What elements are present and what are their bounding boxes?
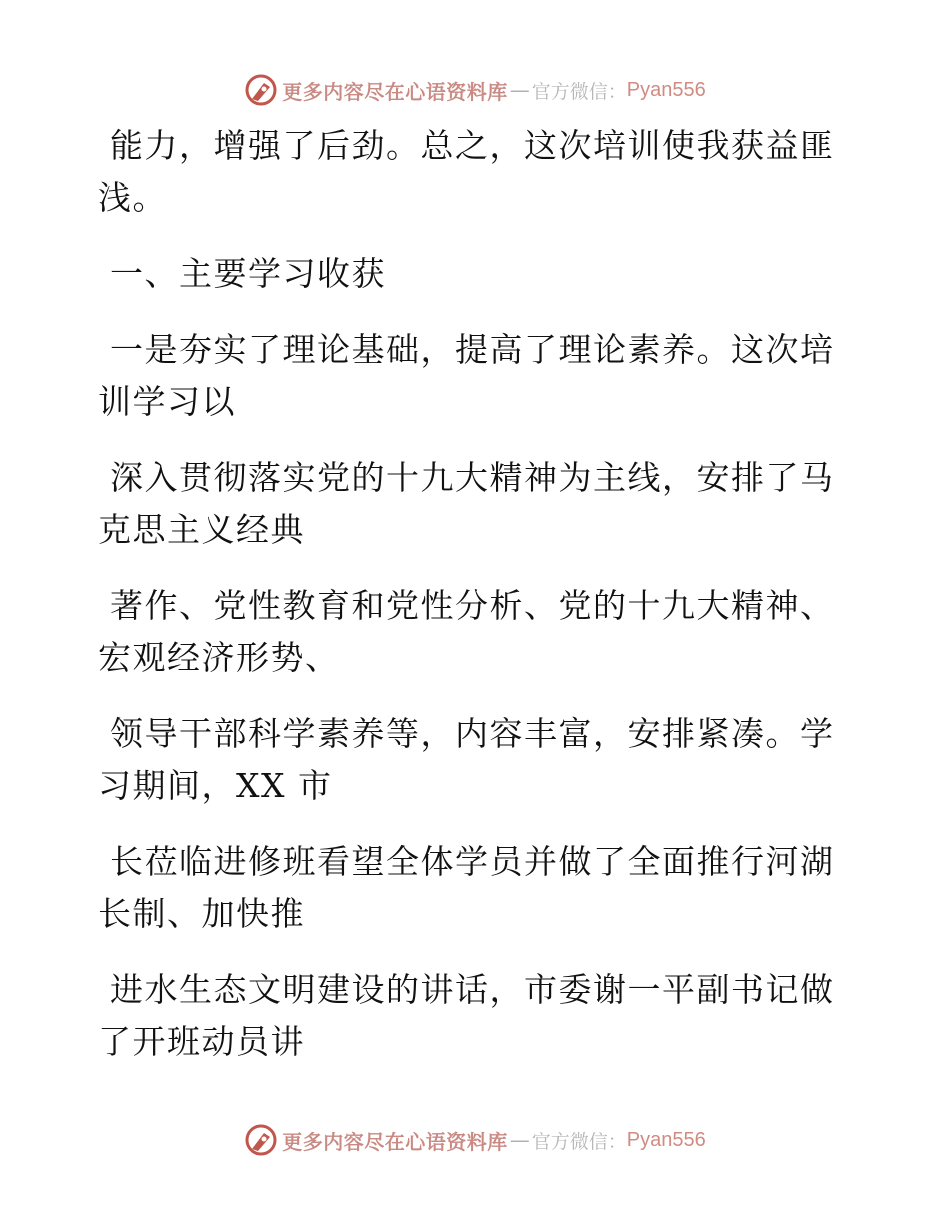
footer-watermark	[0, 1120, 950, 1160]
text-line: 浅。	[98, 178, 167, 217]
document-body	[98, 120, 838, 1068]
text-line: 一是夯实了理论基础，提高了理论素养。这次培	[110, 330, 835, 369]
watermark-text: 更多内容尽在心语资料库	[282, 79, 508, 104]
text-line: 宏观经济形势、	[98, 638, 340, 677]
watermark-dash: —	[509, 78, 530, 102]
header-watermark	[0, 70, 950, 110]
watermark-text: 更多内容尽在心语资料库	[282, 1129, 508, 1154]
text-line: 了开班动员讲	[98, 1022, 305, 1061]
text-line: 训学习以	[98, 382, 236, 421]
watermark-suffix: 官方微信：	[531, 80, 627, 103]
watermark-dash: —	[509, 1128, 530, 1152]
pen-nib-logo-icon	[244, 73, 278, 107]
text-line: 长制、加快推	[98, 894, 305, 933]
text-line: 长莅临进修班看望全体学员并做了全面推行河湖	[110, 842, 835, 881]
pen-nib-logo-icon	[244, 1123, 278, 1157]
text-line: 能力，增强了后劲。总之，这次培训使我获益匪	[110, 126, 835, 165]
text-line: 深入贯彻落实党的十九大精神为主线，安排了马	[110, 458, 835, 497]
section-heading: 一、主要学习收获	[110, 254, 386, 293]
watermark-id: Pyan556	[626, 1128, 706, 1151]
text-line: 习期间，XX 市	[98, 766, 333, 805]
text-line: 著作、党性教育和党性分析、党的十九大精神、	[110, 586, 835, 625]
watermark-id: Pyan556	[626, 78, 706, 101]
text-line: 进水生态文明建设的讲话，市委谢一平副书记做	[110, 970, 835, 1009]
watermark-suffix: 官方微信：	[531, 1130, 627, 1153]
text-line: 克思主义经典	[98, 510, 305, 549]
text-line: 领导干部科学素养等，内容丰富，安排紧凑。学	[110, 714, 835, 753]
